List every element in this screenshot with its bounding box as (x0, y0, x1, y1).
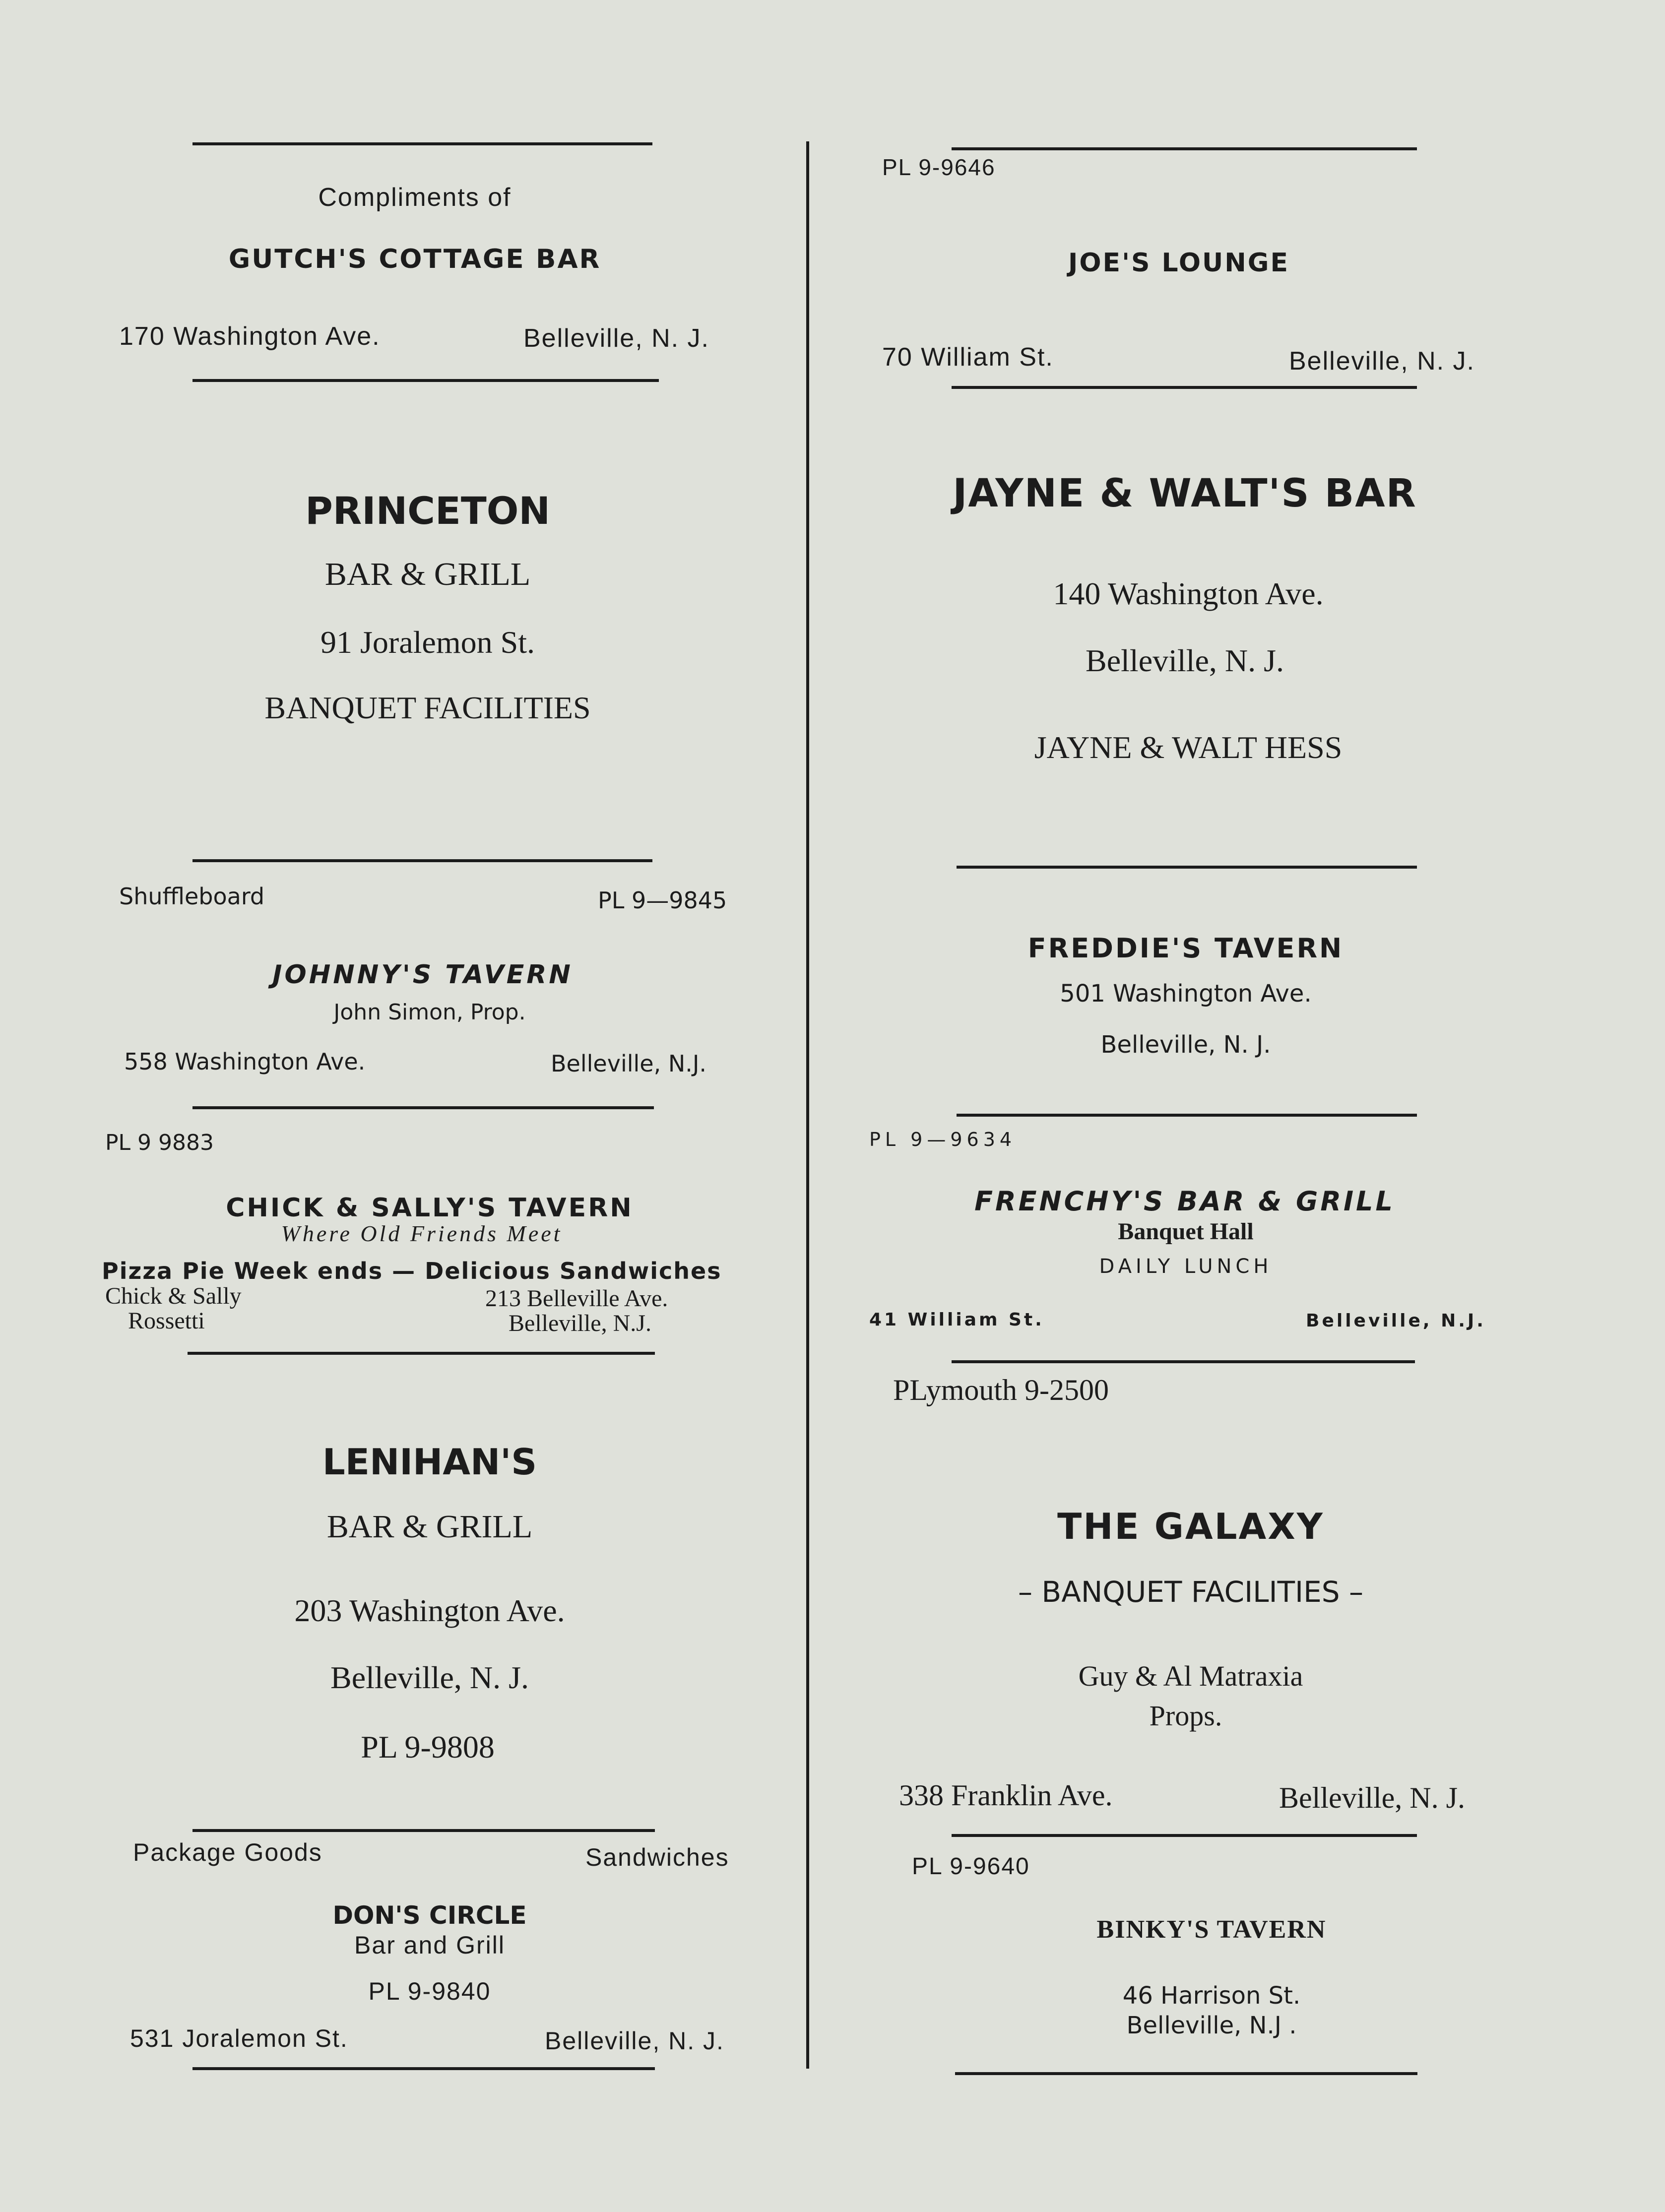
address: 70 William St. (882, 343, 1054, 372)
divider-rule (952, 386, 1417, 389)
business-name: LENIHAN'S (322, 1441, 537, 1483)
city: Belleville, N. J. (545, 2027, 724, 2055)
proprietor: John Simon, Prop. (333, 1000, 526, 1025)
city: Belleville, N. J. (330, 1660, 529, 1695)
slogan: Where Old Friends Meet (281, 1221, 563, 1246)
business-name: JOHNNY'S TAVERN (272, 960, 573, 990)
city: Belleville, N. J. (1086, 643, 1284, 678)
address: 531 Joralemon St. (130, 2024, 348, 2052)
divider-rule (192, 1106, 654, 1109)
owner-surname: Rossetti (128, 1308, 205, 1334)
business-subtitle: Bar and Grill (354, 1931, 505, 1959)
address: 46 Harrison St. (1122, 1982, 1301, 2010)
proprietors-label: Props. (1149, 1700, 1222, 1732)
city: Belleville, N. J. (1289, 347, 1475, 376)
proprietors: Guy & Al Matraxia (1078, 1660, 1303, 1692)
owner-names: Chick & Sally (105, 1283, 242, 1309)
business-name: FREDDIE'S TAVERN (1027, 933, 1344, 964)
address: 338 Franklin Ave. (899, 1779, 1113, 1812)
business-subtitle: BAR & GRILL (324, 556, 531, 592)
business-subtitle: Banquet Hall (1118, 1218, 1254, 1245)
phone-number: PL 9-9640 (912, 1853, 1030, 1880)
city: Belleville, N. J. (523, 324, 709, 353)
business-name: GUTCH'S COTTAGE BAR (228, 244, 601, 274)
divider-rule (192, 2067, 655, 2070)
promo-text: Pizza Pie Week ends — Delicious Sandwiches (102, 1258, 722, 1284)
city: Belleville, N.J. (1306, 1311, 1486, 1331)
divider-rule (955, 2072, 1417, 2075)
business-name: FRENCHY'S BAR & GRILL (974, 1186, 1395, 1217)
divider-rule (957, 1114, 1417, 1117)
phone-number: PL 9—9634 (869, 1129, 1017, 1150)
city: Belleville, N. J. (1279, 1781, 1465, 1814)
divider-rule (952, 1360, 1415, 1363)
divider-rule (952, 1834, 1417, 1837)
address: 170 Washington Ave. (119, 322, 381, 351)
address: 41 William St. (869, 1310, 1044, 1330)
feature-text-right: Sandwiches (585, 1843, 729, 1871)
phone-number: PL 9 9883 (105, 1130, 214, 1155)
phone-number: PLymouth 9-2500 (893, 1374, 1109, 1406)
business-name: JAYNE & WALT'S BAR (953, 471, 1417, 516)
divider-rule (952, 147, 1417, 150)
owners: JAYNE & WALT HESS (1034, 730, 1343, 765)
business-name: THE GALAXY (1057, 1506, 1324, 1547)
phone-number: PL 9-9808 (361, 1729, 495, 1765)
phone-number: PL 9—9845 (598, 887, 727, 914)
address: 91 Joralemon St. (320, 625, 535, 660)
divider-rule (192, 142, 652, 145)
business-name: PRINCETON (305, 489, 550, 533)
divider-rule (957, 866, 1417, 869)
city: Belleville, N.J. (509, 1310, 651, 1336)
business-subtitle: BAR & GRILL (326, 1509, 533, 1545)
address: 558 Washington Ave. (124, 1048, 366, 1075)
address: 203 Washington Ave. (294, 1593, 565, 1628)
business-name: JOE'S LOUNGE (1068, 248, 1289, 278)
business-subtitle: – BANQUET FACILITIES – (1018, 1575, 1364, 1609)
city: Belleville, N.J. (551, 1050, 707, 1077)
compliments-text: Compliments of (318, 183, 512, 212)
banquet-note: BANQUET FACILITIES (264, 690, 591, 725)
divider-rule (192, 379, 659, 382)
phone-number: PL 9-9646 (882, 154, 996, 180)
address: 501 Washington Ave. (1060, 980, 1312, 1008)
feature-text: Shuffleboard (119, 883, 265, 910)
phone-number: PL 9-9840 (368, 1977, 491, 2005)
address: 140 Washington Ave. (1053, 576, 1324, 611)
business-name: DON'S CIRCLE (332, 1901, 527, 1930)
divider-rule (188, 1352, 655, 1355)
column-divider (806, 141, 809, 2069)
business-name: CHICK & SALLY'S TAVERN (226, 1193, 634, 1223)
feature-text-left: Package Goods (133, 1838, 322, 1866)
divider-rule (192, 1829, 655, 1832)
divider-rule (192, 859, 652, 862)
city: Belleville, N.J . (1126, 2012, 1297, 2039)
daily-lunch: DAILY LUNCH (1099, 1255, 1273, 1278)
business-name: BINKY'S TAVERN (1096, 1915, 1327, 1944)
address: 213 Belleville Ave. (485, 1285, 668, 1312)
city: Belleville, N. J. (1100, 1031, 1271, 1059)
